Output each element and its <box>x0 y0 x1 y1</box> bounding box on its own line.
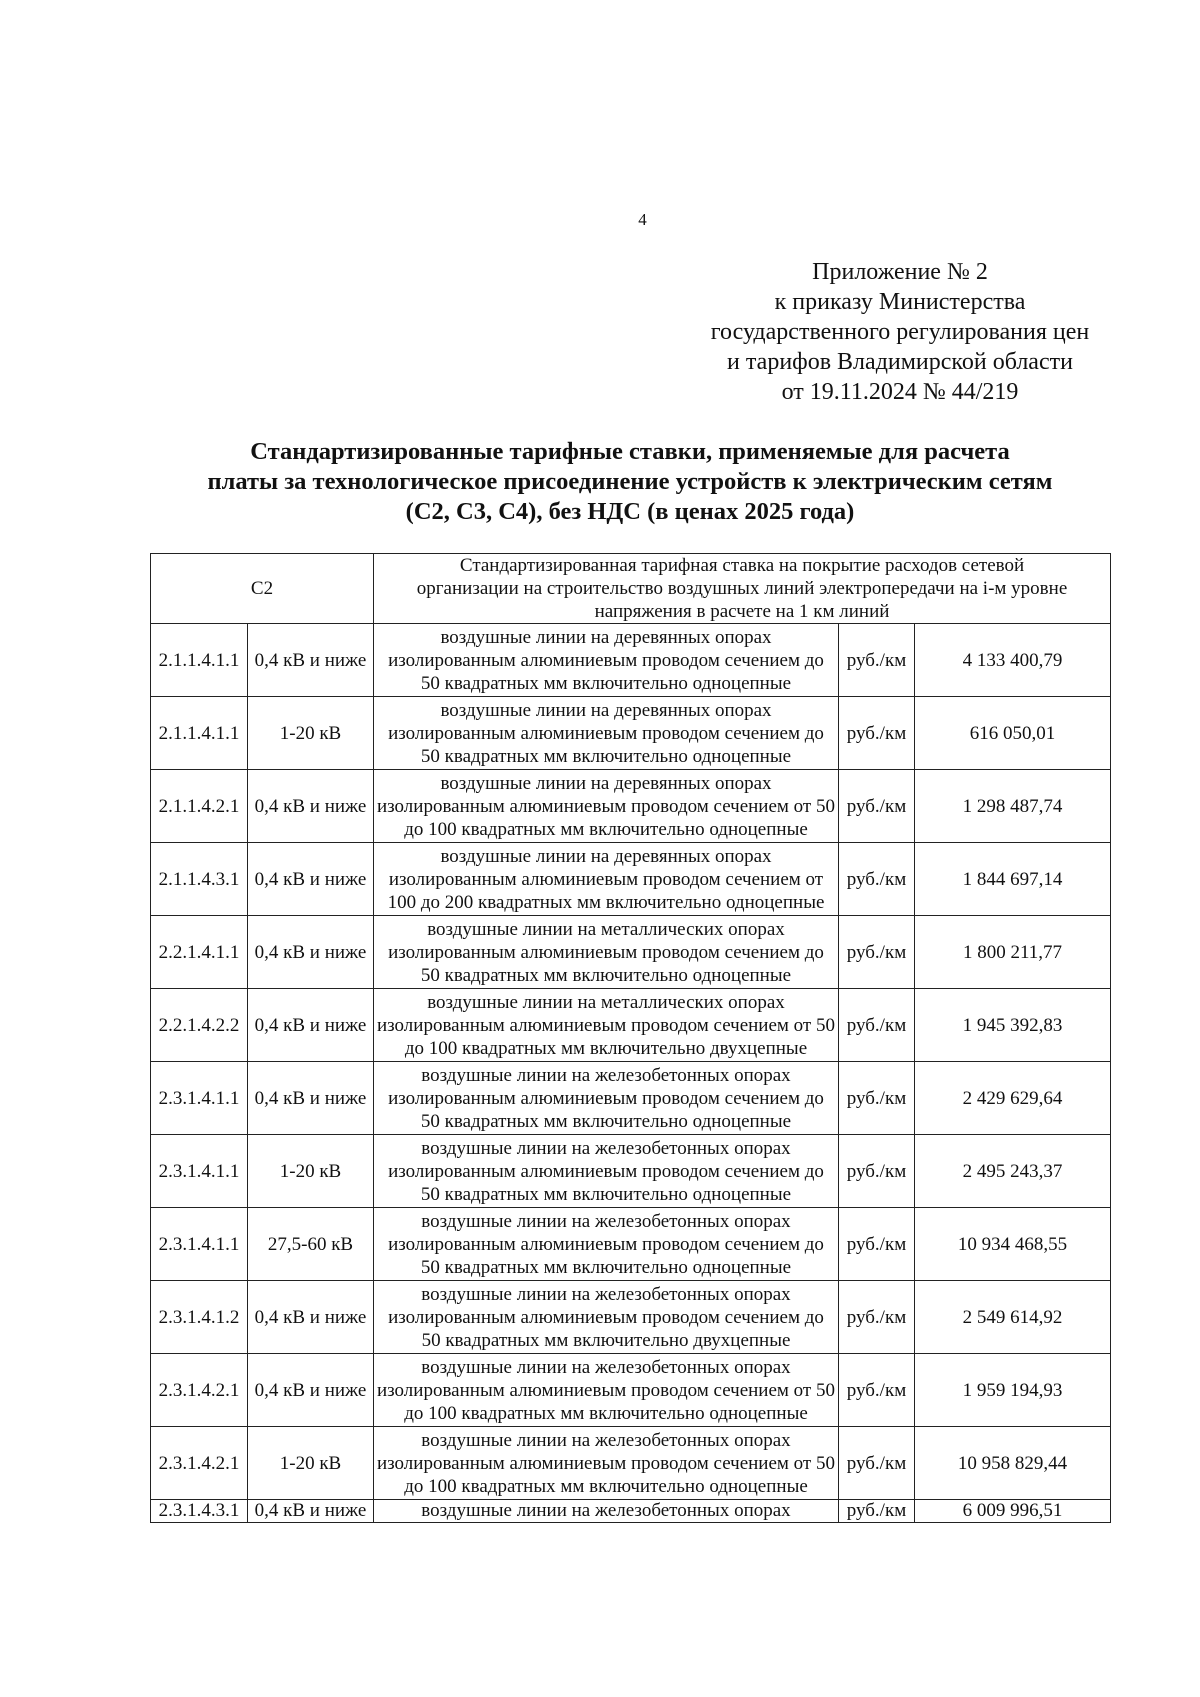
description-line: 100 до 200 квадратных мм включительно одноцепные <box>387 891 825 913</box>
voltage-cell: 0,4 кВ и ниже <box>248 989 374 1062</box>
description-line: воздушные линии на деревянных опорах <box>440 626 772 648</box>
table-row <box>151 1500 1111 1523</box>
unit-cell: руб./км <box>839 1281 915 1354</box>
description-line: изолированным алюминиевым проводом сечением от 50 <box>377 795 835 817</box>
description-cell <box>374 916 839 989</box>
value-cell: 1 945 392,83 <box>915 989 1111 1062</box>
code-cell: 2.2.1.4.1.1 <box>151 916 248 989</box>
description-line: до 100 квадратных мм включительно одноцепные <box>404 1402 808 1424</box>
appendix-line: к приказу Министерства <box>774 289 1026 315</box>
header-line: напряжения в расчете на 1 км линий <box>594 601 890 622</box>
value-cell: 2 495 243,37 <box>915 1135 1111 1208</box>
description-cell <box>374 1427 839 1500</box>
description-cell <box>374 1500 839 1523</box>
unit-cell: руб./км <box>839 989 915 1062</box>
description-line: воздушные линии на железобетонных опорах <box>421 1356 791 1378</box>
description-line: изолированным алюминиевым проводом сечением от <box>388 868 824 890</box>
voltage-cell: 1-20 кВ <box>248 1135 374 1208</box>
description-line: воздушные линии на металлических опорах <box>427 991 785 1013</box>
appendix-line: от 19.11.2024 № 44/219 <box>781 379 1019 405</box>
description-cell <box>374 1135 839 1208</box>
value-cell: 2 549 614,92 <box>915 1281 1111 1354</box>
value-cell: 1 844 697,14 <box>915 843 1111 916</box>
description-line: 50 квадратных мм включительно одноцепные <box>420 745 792 767</box>
unit-cell: руб./км <box>839 1208 915 1281</box>
table-row <box>151 916 1111 989</box>
voltage-cell: 0,4 кВ и ниже <box>248 916 374 989</box>
description-line: изолированным алюминиевым проводом сечением до <box>388 649 824 671</box>
appendix-line: Приложение № 2 <box>812 259 988 285</box>
table-row <box>151 843 1111 916</box>
unit-cell: руб./км <box>839 697 915 770</box>
description-line: 50 квадратных мм включительно одноцепные <box>420 1110 792 1132</box>
description-line: изолированным алюминиевым проводом сечением до <box>388 941 824 963</box>
voltage-cell: 1-20 кВ <box>248 1427 374 1500</box>
value-cell: 1 298 487,74 <box>915 770 1111 843</box>
unit-cell: руб./км <box>839 1427 915 1500</box>
description-line: воздушные линии на деревянных опорах <box>440 845 772 867</box>
title-line: (С2, С3, С4), без НДС (в ценах 2025 года) <box>405 498 855 525</box>
description-line: изолированным алюминиевым проводом сечением от 50 <box>377 1379 835 1401</box>
code-cell: 2.1.1.4.3.1 <box>151 843 248 916</box>
code-cell: 2.3.1.4.3.1 <box>151 1500 248 1523</box>
table-row <box>151 624 1111 697</box>
unit-cell: руб./км <box>839 1135 915 1208</box>
description-line: изолированным алюминиевым проводом сечением от 50 <box>377 1452 835 1474</box>
tariff-table <box>150 553 1111 1523</box>
unit-cell: руб./км <box>839 843 915 916</box>
description-line: до 100 квадратных мм включительно одноцепные <box>404 818 808 840</box>
unit-cell: руб./км <box>839 1062 915 1135</box>
code-cell: 2.1.1.4.1.1 <box>151 624 248 697</box>
code-cell: 2.3.1.4.1.1 <box>151 1135 248 1208</box>
description-line: изолированным алюминиевым проводом сечением до <box>388 722 824 744</box>
page-number: 4 <box>638 210 647 229</box>
code-cell: 2.2.1.4.2.2 <box>151 989 248 1062</box>
description-line: изолированным алюминиевым проводом сечением до <box>388 1233 824 1255</box>
value-cell: 4 133 400,79 <box>915 624 1111 697</box>
voltage-cell: 0,4 кВ и ниже <box>248 624 374 697</box>
description-line: воздушные линии на железобетонных опорах <box>421 1210 791 1232</box>
description-cell <box>374 1208 839 1281</box>
description-line: воздушные линии на металлических опорах <box>427 918 785 940</box>
voltage-cell: 1-20 кВ <box>248 697 374 770</box>
code-cell: 2.3.1.4.1.1 <box>151 1208 248 1281</box>
header-line: Стандартизированная тарифная ставка на покрытие расходов сетевой <box>459 555 1025 576</box>
voltage-cell: 27,5-60 кВ <box>248 1208 374 1281</box>
voltage-cell: 0,4 кВ и ниже <box>248 1354 374 1427</box>
table-row <box>151 989 1111 1062</box>
unit-cell: руб./км <box>839 916 915 989</box>
title-line: Стандартизированные тарифные ставки, применяемые для расчета <box>250 438 1010 465</box>
code-cell: 2.1.1.4.2.1 <box>151 770 248 843</box>
appendix-line: и тарифов Владимирской области <box>727 349 1073 375</box>
table-row <box>151 697 1111 770</box>
description-cell <box>374 697 839 770</box>
description-cell <box>374 989 839 1062</box>
description-line: воздушные линии на деревянных опорах <box>440 772 772 794</box>
title-line: платы за технологическое присоединение устройств к электрическим сетям <box>207 468 1053 495</box>
description-cell <box>374 843 839 916</box>
value-cell: 10 934 468,55 <box>915 1208 1111 1281</box>
code-cell: 2.3.1.4.2.1 <box>151 1354 248 1427</box>
description-line: 50 квадратных мм включительно двухцепные <box>421 1329 791 1351</box>
table-row <box>151 1281 1111 1354</box>
description-cell <box>374 624 839 697</box>
code-cell: 2.1.1.4.1.1 <box>151 697 248 770</box>
table-row <box>151 1354 1111 1427</box>
voltage-cell: 0,4 кВ и ниже <box>248 770 374 843</box>
header-c2-cell: С2 <box>151 554 374 624</box>
table-row <box>151 1062 1111 1135</box>
description-line: до 100 квадратных мм включительно двухцепные <box>404 1037 808 1059</box>
description-cell <box>374 770 839 843</box>
document-title <box>150 437 1110 527</box>
value-cell: 2 429 629,64 <box>915 1062 1111 1135</box>
unit-cell: руб./км <box>839 624 915 697</box>
code-cell: 2.3.1.4.1.1 <box>151 1062 248 1135</box>
description-line: изолированным алюминиевым проводом сечением до <box>388 1160 824 1182</box>
header-description-cell <box>374 554 1111 624</box>
unit-cell: руб./км <box>839 1500 915 1523</box>
description-line: изолированным алюминиевым проводом сечением от 50 <box>377 1014 835 1036</box>
value-cell: 1 800 211,77 <box>915 916 1111 989</box>
description-cell <box>374 1281 839 1354</box>
unit-cell: руб./км <box>839 1354 915 1427</box>
voltage-cell: 0,4 кВ и ниже <box>248 1062 374 1135</box>
description-line: изолированным алюминиевым проводом сечением до <box>388 1087 824 1109</box>
description-line: воздушные линии на железобетонных опорах <box>421 1137 791 1159</box>
table-header-row <box>151 554 1111 624</box>
description-cell <box>374 1354 839 1427</box>
description-line: воздушные линии на железобетонных опорах <box>421 1429 791 1451</box>
description-line: воздушные линии на железобетонных опорах <box>421 1064 791 1086</box>
table-row <box>151 1208 1111 1281</box>
description-line: 50 квадратных мм включительно одноцепные <box>420 672 792 694</box>
description-line: 50 квадратных мм включительно одноцепные <box>420 964 792 986</box>
description-cell <box>374 1062 839 1135</box>
code-cell: 2.3.1.4.2.1 <box>151 1427 248 1500</box>
value-cell: 6 009 996,51 <box>915 1500 1111 1523</box>
unit-cell: руб./км <box>839 770 915 843</box>
appendix-line: государственного регулирования цен <box>710 319 1090 345</box>
value-cell: 1 959 194,93 <box>915 1354 1111 1427</box>
value-cell: 10 958 829,44 <box>915 1427 1111 1500</box>
description-line: 50 квадратных мм включительно одноцепные <box>420 1183 792 1205</box>
code-cell: 2.3.1.4.1.2 <box>151 1281 248 1354</box>
description-line: воздушные линии на железобетонных опорах <box>421 1283 791 1305</box>
value-cell: 616 050,01 <box>915 697 1111 770</box>
description-line: воздушные линии на деревянных опорах <box>440 699 772 721</box>
voltage-cell: 0,4 кВ и ниже <box>248 843 374 916</box>
table-row <box>151 1427 1111 1500</box>
appendix-block <box>690 257 1110 407</box>
description-line: 50 квадратных мм включительно одноцепные <box>420 1256 792 1278</box>
table-row <box>151 1135 1111 1208</box>
description-line: изолированным алюминиевым проводом сечением до <box>388 1306 824 1328</box>
voltage-cell: 0,4 кВ и ниже <box>248 1281 374 1354</box>
voltage-cell: 0,4 кВ и ниже <box>248 1500 374 1523</box>
description-line: до 100 квадратных мм включительно одноцепные <box>404 1475 808 1497</box>
description-line: воздушные линии на железобетонных опорах <box>421 1500 791 1521</box>
table-row <box>151 770 1111 843</box>
header-line: организации на строительство воздушных линий электропередачи на i-м уровне <box>416 578 1068 599</box>
